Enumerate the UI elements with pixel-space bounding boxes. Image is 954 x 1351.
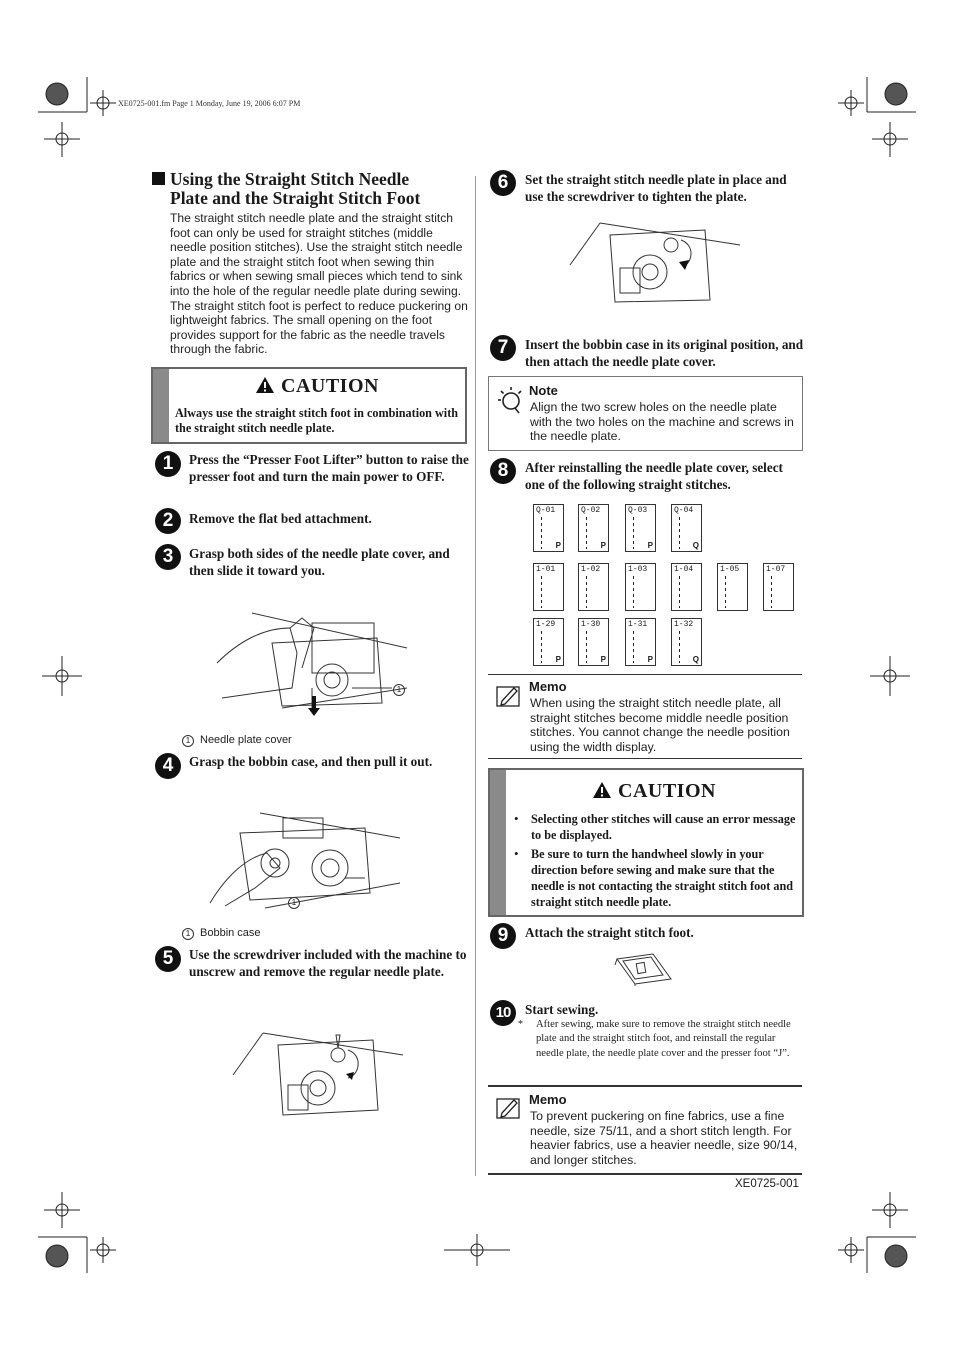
warning-triangle-icon [255, 376, 275, 394]
stitch-key[interactable]: 1-02 [578, 563, 609, 611]
footer-code: XE0725-001 [735, 1178, 799, 1190]
stitch-key[interactable]: 1-01 [533, 563, 564, 611]
note-box [488, 376, 803, 451]
tighten-needle-plate-illustration [565, 220, 745, 310]
step-10-number: 10 [490, 1000, 516, 1026]
caution2-heading: CAUTION [618, 780, 716, 802]
memo2-label: Memo [529, 1092, 567, 1107]
note-lightbulb-icon [497, 385, 523, 415]
bullet-square-icon [152, 172, 165, 185]
stitch-key[interactable]: Q-04 Q [671, 504, 702, 552]
memo2-top-rule [488, 1085, 802, 1087]
fig4-caption: 1 Bobbin case [182, 927, 261, 940]
warning-triangle-icon [592, 781, 612, 799]
memo2-bottom-rule [488, 1173, 802, 1175]
unscrew-needle-plate-illustration [228, 1030, 408, 1125]
fig3-callout: 1 [393, 683, 411, 696]
step-10-note-marker: * [518, 1019, 523, 1030]
needle-plate-cover-illustration [212, 608, 412, 718]
stitch-key[interactable]: Q-01 P [533, 504, 564, 552]
step-2-number: 2 [155, 508, 181, 534]
caution-bar [153, 369, 169, 442]
memo1-bottom-rule [488, 758, 802, 759]
step-9-number: 9 [490, 923, 516, 949]
stitch-key[interactable]: 1-04 [671, 563, 702, 611]
stitch-key[interactable]: 1-07 [763, 563, 794, 611]
step-5-text: Use the screwdriver included with the machine to unscrew and remove the regular needle plate. [189, 947, 467, 979]
step-6-number: 6 [490, 170, 516, 196]
step-3-text: Grasp both sides of the needle plate cover, and then slide it toward you. [189, 546, 450, 578]
caution-text: Always use the straight stitch foot in combination with the straight stitch needle plate. [175, 406, 459, 435]
bullet-dot: • [514, 846, 519, 861]
step-6-text: Set the straight stitch needle plate in place and use the screwdriver to tighten the plate. [525, 172, 787, 204]
caution2-bullet1: Selecting other stitches will cause an error message to be displayed. [531, 812, 796, 842]
note-text: Align the two screw holes on the needle plate with the two holes on the machine and screws in the needle plate. [530, 400, 794, 443]
stitch-key[interactable]: Q-03 P [625, 504, 656, 552]
section-title: Using the Straight Stitch Needle Plate and the Straight Stitch Foot [152, 170, 472, 208]
fig4-callout: 1 [288, 896, 306, 909]
file-header-meta: XE0725-001.fm Page 1 Monday, June 19, 2006 6:07 PM [118, 99, 301, 108]
step-10-text: Start sewing. [525, 1002, 599, 1017]
step-4-text: Grasp the bobbin case, and then pull it out. [189, 754, 433, 769]
step-2-text: Remove the flat bed attachment. [189, 511, 372, 526]
caution-bar [490, 770, 506, 915]
caution-heading: CAUTION [281, 375, 379, 397]
stitch-key[interactable]: 1-31 P [625, 618, 656, 666]
memo-pencil-icon [496, 684, 522, 708]
memo-pencil-icon [496, 1096, 522, 1120]
memo1-text: When using the straight stitch needle plate, all straight stitches become middle needle position stitches. You cannot change the needle position using the width display. [530, 696, 790, 754]
step-1-number: 1 [155, 451, 181, 477]
memo1-label: Memo [529, 679, 567, 694]
memo1-top-rule [488, 674, 802, 675]
step-5-number: 5 [155, 946, 181, 972]
caution-box [151, 367, 467, 444]
step-7-number: 7 [490, 335, 516, 361]
fig3-caption: 1 Needle plate cover [182, 734, 292, 747]
note-label: Note [529, 383, 558, 398]
stitch-key[interactable]: 1-03 [625, 563, 656, 611]
stitch-key[interactable]: 1-29 P [533, 618, 564, 666]
step-8-text: After reinstalling the needle plate cover, select one of the following straight stitches. [525, 460, 783, 492]
caution-box-2 [488, 768, 804, 917]
column-divider [475, 176, 476, 1176]
step-4-number: 4 [155, 753, 181, 779]
straight-stitch-foot-illustration [613, 951, 675, 987]
step-1-text: Press the “Presser Foot Lifter” button to raise the presser foot and turn the main power to OFF. [189, 452, 469, 484]
step-10-note: After sewing, make sure to remove the straight stitch needle plate and the straight stitch foot, and reinstall the regular needle plate, the needle plate cover and the presser foot “J”. [536, 1019, 791, 1059]
stitch-key[interactable]: Q-02 P [578, 504, 609, 552]
stitch-key[interactable]: 1-32 Q [671, 618, 702, 666]
stitch-key[interactable]: 1-05 [717, 563, 748, 611]
bullet-dot: • [514, 811, 519, 826]
caution2-bullet2: Be sure to turn the handwheel slowly in your direction before sewing and make sure that the needle is not contacting the straight stitch foot and straight stitch needle plate. [531, 847, 794, 909]
stitch-key[interactable]: 1-30 P [578, 618, 609, 666]
step-9-text: Attach the straight stitch foot. [525, 925, 694, 940]
section-intro: The straight stitch needle plate and the straight stitch foot can only be used for straight stitches (middle needle position stitches). Use the straight stitch needle plate and the straight stitch foot when sewing thin fabrics or when sewing small pieces which tend to sink into the hole of the regular needle plate during sewing. The straight stitch foot is perfect to reduce puckering on lightweight fabrics. The small opening on the foot provides support for the fabric as the needle travels through the fabric. [170, 211, 468, 357]
step-8-number: 8 [490, 458, 516, 484]
memo2-text: To prevent puckering on fine fabrics, use a fine needle, size 75/11, and a short stitch length. For heavier fabrics, use a heavier needle, size 90/14, and longer stitches. [530, 1109, 798, 1167]
step-3-number: 3 [155, 544, 181, 570]
step-7-text: Insert the bobbin case in its original position, and then attach the needle plate cover. [525, 337, 804, 369]
